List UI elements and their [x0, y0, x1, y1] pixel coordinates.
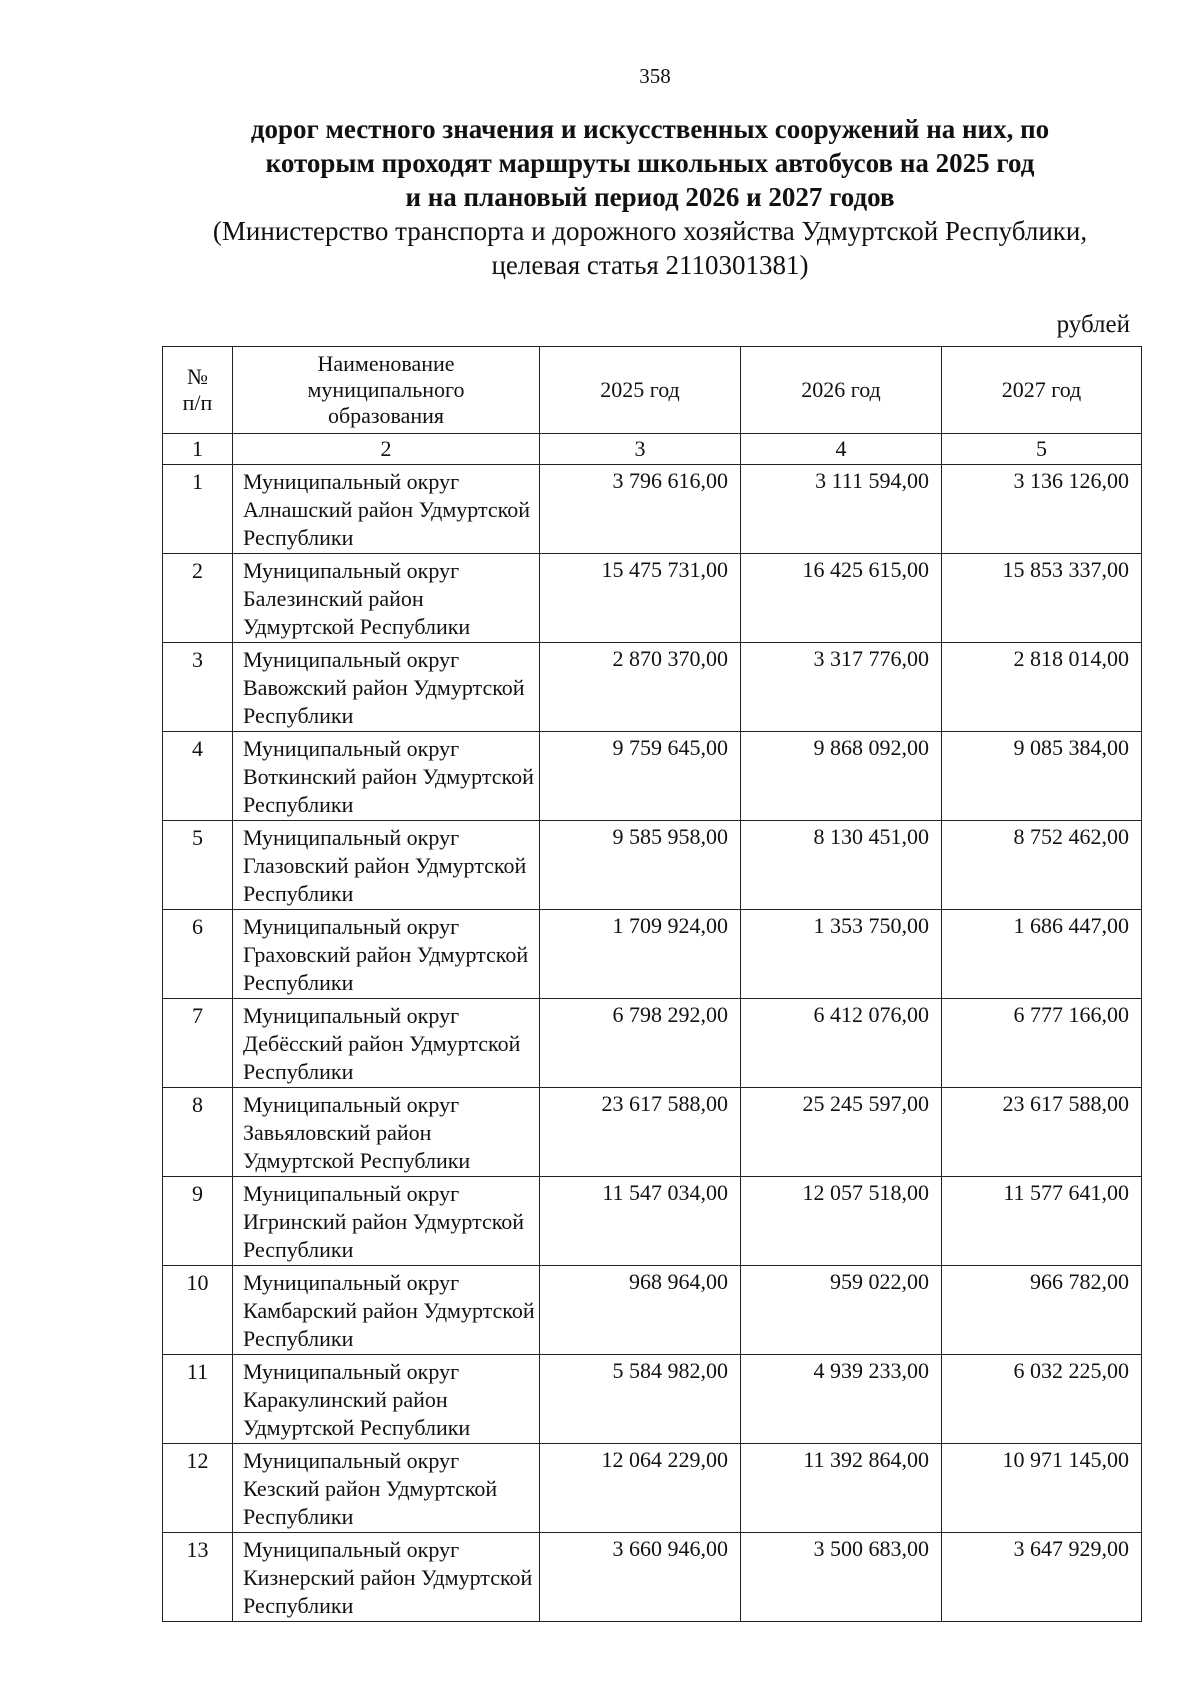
municipality-name: Муниципальный округ Камбарский район Удмуртской Республики	[233, 1266, 540, 1355]
row-number: 1	[163, 465, 233, 554]
amount-2026: 3 111 594,00	[741, 465, 942, 554]
amount-2026: 3 500 683,00	[741, 1533, 942, 1622]
amount-2026: 959 022,00	[741, 1266, 942, 1355]
amount-2026: 11 392 864,00	[741, 1444, 942, 1533]
table-row	[163, 1177, 1142, 1266]
column-index: 5	[942, 434, 1142, 465]
municipality-name: Муниципальный округ Алнашский район Удмуртской Республики	[233, 465, 540, 554]
amount-2026: 25 245 597,00	[741, 1088, 942, 1177]
municipality-name: Муниципальный округ Дебёсский район Удмуртской Республики	[233, 999, 540, 1088]
table-row	[163, 910, 1142, 999]
table-row	[163, 643, 1142, 732]
table-row	[163, 1266, 1142, 1355]
table-row	[163, 1444, 1142, 1533]
amount-2027: 966 782,00	[942, 1266, 1142, 1355]
header-2025: 2025 год	[540, 347, 741, 434]
amount-2025: 3 660 946,00	[540, 1533, 741, 1622]
amount-2026: 16 425 615,00	[741, 554, 942, 643]
municipality-name: Муниципальный округ Игринский район Удмуртской Республики	[233, 1177, 540, 1266]
amount-2027: 3 647 929,00	[942, 1533, 1142, 1622]
row-number: 12	[163, 1444, 233, 1533]
amount-2027: 9 085 384,00	[942, 732, 1142, 821]
document-title	[150, 112, 1150, 282]
row-number: 8	[163, 1088, 233, 1177]
amount-2027: 6 777 166,00	[942, 999, 1142, 1088]
amount-2025: 9 759 645,00	[540, 732, 741, 821]
amount-2027: 10 971 145,00	[942, 1444, 1142, 1533]
header-number: № п/п	[163, 347, 233, 434]
municipality-name: Муниципальный округ Кезский район Удмуртской Республики	[233, 1444, 540, 1533]
page-number: 358	[639, 64, 671, 88]
table-row	[163, 465, 1142, 554]
row-number: 2	[163, 554, 233, 643]
header-2026: 2026 год	[741, 347, 942, 434]
column-index-row	[163, 434, 1142, 465]
amount-2025: 11 547 034,00	[540, 1177, 741, 1266]
municipality-name: Муниципальный округ Кизнерский район Удмуртской Республики	[233, 1533, 540, 1622]
municipality-name: Муниципальный округ Каракулинский район Удмуртской Республики	[233, 1355, 540, 1444]
table-row	[163, 554, 1142, 643]
row-number: 3	[163, 643, 233, 732]
header-2027: 2027 год	[942, 347, 1142, 434]
municipality-name: Муниципальный округ Воткинский район Удмуртской Республики	[233, 732, 540, 821]
table-row	[163, 1088, 1142, 1177]
municipality-name: Муниципальный округ Балезинский район Удмуртской Республики	[233, 554, 540, 643]
row-number: 7	[163, 999, 233, 1088]
amount-2026: 4 939 233,00	[741, 1355, 942, 1444]
amount-2026: 3 317 776,00	[741, 643, 942, 732]
amount-2025: 2 870 370,00	[540, 643, 741, 732]
amount-2026: 6 412 076,00	[741, 999, 942, 1088]
budget-table	[162, 346, 1142, 1622]
row-number: 6	[163, 910, 233, 999]
row-number: 5	[163, 821, 233, 910]
amount-2025: 15 475 731,00	[540, 554, 741, 643]
amount-2026: 1 353 750,00	[741, 910, 942, 999]
amount-2025: 968 964,00	[540, 1266, 741, 1355]
amount-2025: 12 064 229,00	[540, 1444, 741, 1533]
amount-2025: 9 585 958,00	[540, 821, 741, 910]
amount-2027: 6 032 225,00	[942, 1355, 1142, 1444]
table-row	[163, 732, 1142, 821]
amount-2025: 1 709 924,00	[540, 910, 741, 999]
title-line: которым проходят маршруты школьных автобусов на 2025 год	[265, 148, 1035, 178]
row-number: 13	[163, 1533, 233, 1622]
table-row	[163, 1533, 1142, 1622]
row-number: 9	[163, 1177, 233, 1266]
amount-2026: 9 868 092,00	[741, 732, 942, 821]
table-header-row	[163, 347, 1142, 434]
column-index: 4	[741, 434, 942, 465]
table-body	[163, 465, 1142, 1622]
subtitle-line: (Министерство транспорта и дорожного хозяйства Удмуртской Республики,	[212, 216, 1088, 246]
table-row	[163, 821, 1142, 910]
amount-2025: 6 798 292,00	[540, 999, 741, 1088]
amount-2025: 3 796 616,00	[540, 465, 741, 554]
amount-2027: 2 818 014,00	[942, 643, 1142, 732]
amount-2026: 8 130 451,00	[741, 821, 942, 910]
amount-2025: 23 617 588,00	[540, 1088, 741, 1177]
amount-2027: 23 617 588,00	[942, 1088, 1142, 1177]
amount-2027: 11 577 641,00	[942, 1177, 1142, 1266]
column-index: 3	[540, 434, 741, 465]
header-name: Наименование муниципального образования	[233, 347, 540, 434]
column-index: 2	[233, 434, 540, 465]
municipality-name: Муниципальный округ Вавожский район Удмуртской Республики	[233, 643, 540, 732]
title-line: дорог местного значения и искусственных сооружений на них, по	[250, 114, 1050, 144]
title-line: и на плановый период 2026 и 2027 годов	[405, 182, 895, 212]
amount-2027: 15 853 337,00	[942, 554, 1142, 643]
amount-2025: 5 584 982,00	[540, 1355, 741, 1444]
table-row	[163, 999, 1142, 1088]
row-number: 4	[163, 732, 233, 821]
municipality-name: Муниципальный округ Граховский район Удмуртской Республики	[233, 910, 540, 999]
subtitle-line: целевая статья 2110301381)	[491, 250, 809, 280]
column-index: 1	[163, 434, 233, 465]
row-number: 11	[163, 1355, 233, 1444]
amount-2027: 3 136 126,00	[942, 465, 1142, 554]
row-number: 10	[163, 1266, 233, 1355]
amount-2027: 1 686 447,00	[942, 910, 1142, 999]
units-label: рублей	[1056, 311, 1130, 338]
table-row	[163, 1355, 1142, 1444]
amount-2026: 12 057 518,00	[741, 1177, 942, 1266]
municipality-name: Муниципальный округ Завьяловский район Удмуртской Республики	[233, 1088, 540, 1177]
amount-2027: 8 752 462,00	[942, 821, 1142, 910]
municipality-name: Муниципальный округ Глазовский район Удмуртской Республики	[233, 821, 540, 910]
